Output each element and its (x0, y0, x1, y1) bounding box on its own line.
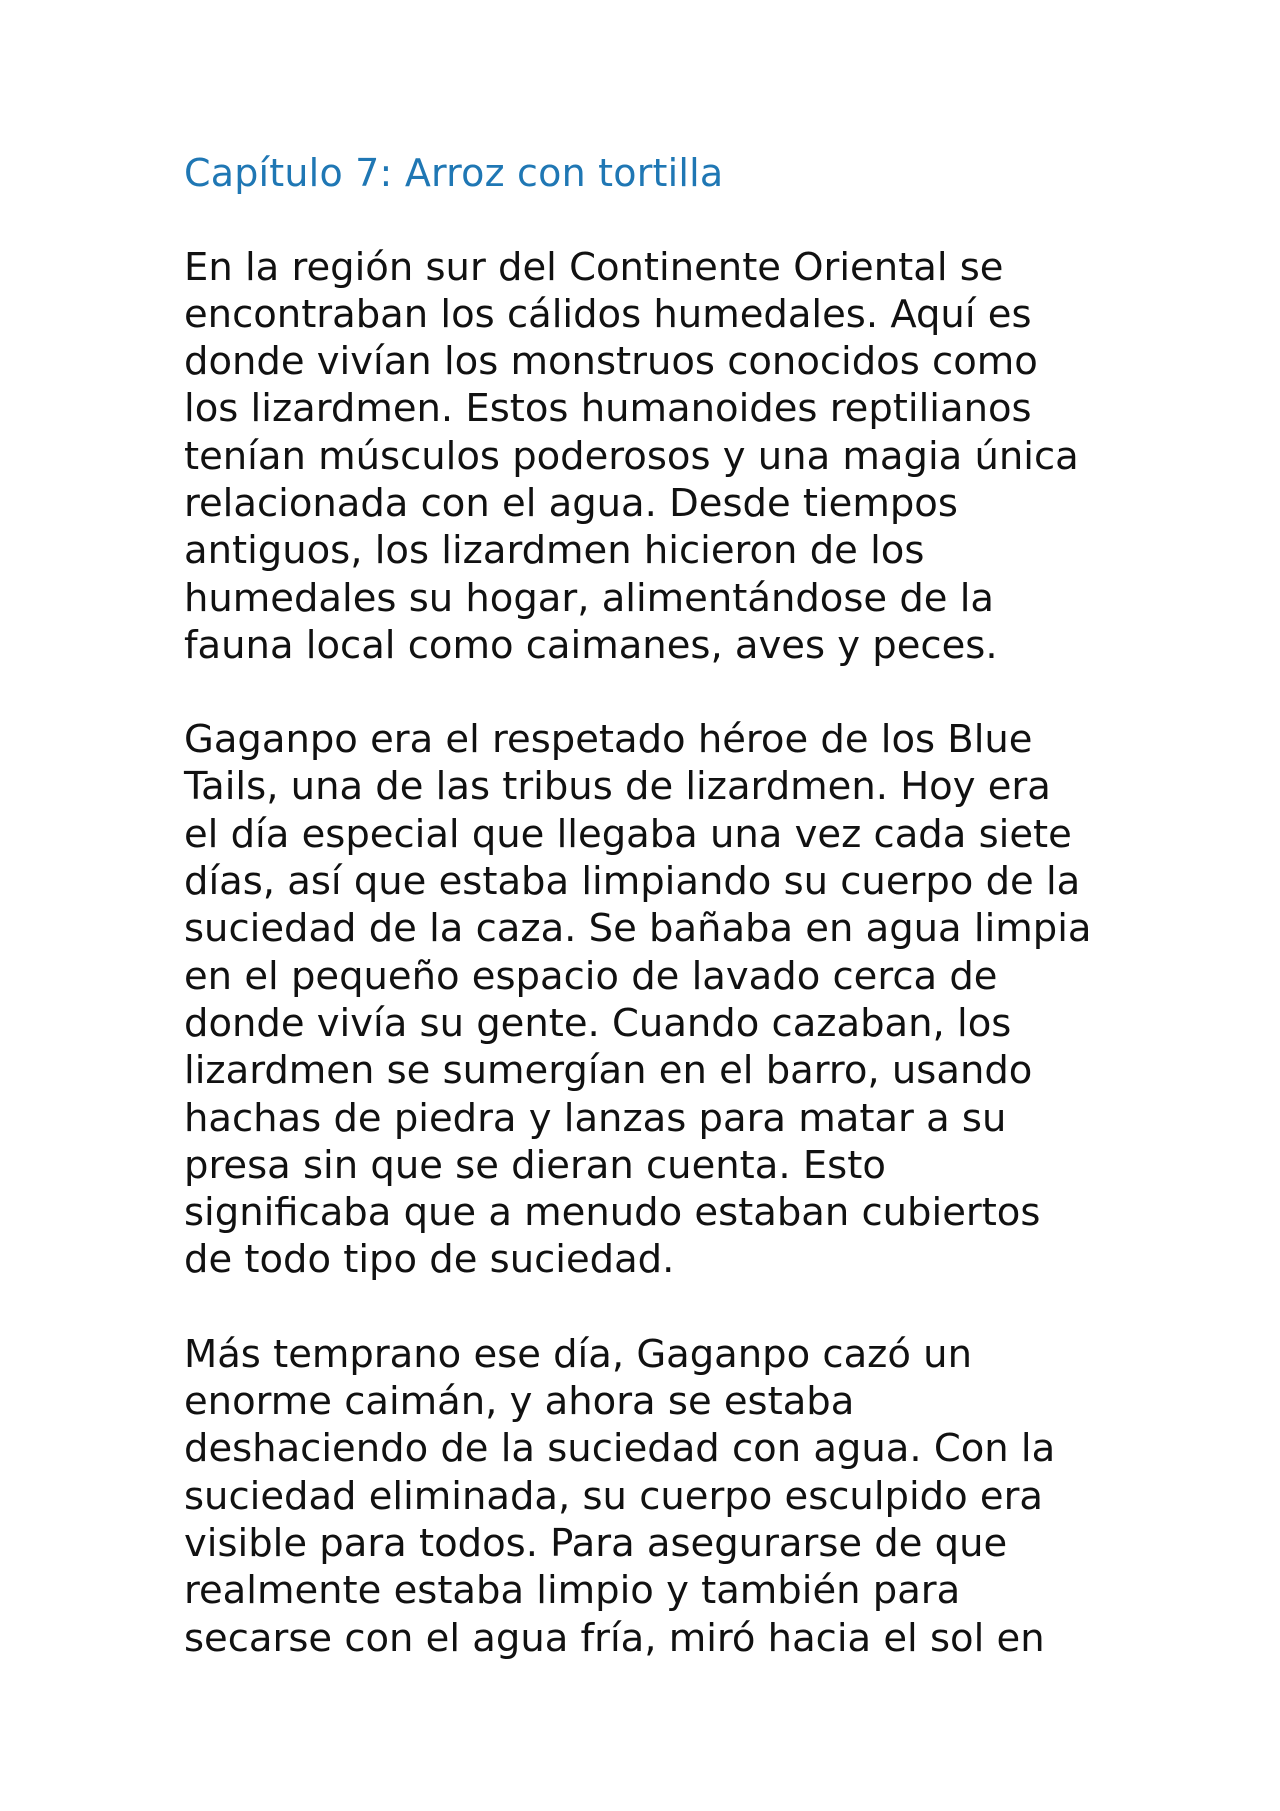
paragraph-1: En la región sur del Continente Oriental se encontraban los cálidos humedales. Aquí es donde vivían los monstruos conocidos como los lizardmen. Estos humanoides reptilianos tenían músculos poderosos y una magia única relacionada con el agua. Desde tiempos antiguos, los lizardmen hicieron de los humedales su hogar, alimentándose de la fauna local como caimanes, aves y peces. (184, 244, 1079, 668)
page-content (184, 150, 1124, 1709)
paragraph-3: Más temprano ese día, Gaganpo cazó un enorme caimán, y ahora se estaba deshaciendo de la suciedad con agua. Con la suciedad eliminada, su cuerpo esculpido era visible para todos. Para asegurarse de que realmente estaba limpio y también para secarse con el agua fría, miró hacia el sol en (184, 1331, 1056, 1661)
paragraph-2: Gaganpo era el respetado héroe de los Blue Tails, una de las tribus de lizardmen. Hoy era el día especial que llegaba una vez cada siete días, así que estaba limpiando su cuerpo de la suciedad de la caza. Se bañaba en agua limpia en el pequeño espacio de lavado cerca de donde vivía su gente. Cuando cazaban, los lizardmen se sumergían en el barro, usando hachas de piedra y lanzas para matar a su presa sin que se dieran cuenta. Esto significaba que a menudo estaban cubiertos de todo tipo de suciedad. (184, 717, 1092, 1283)
chapter-title: Capítulo 7: Arroz con tortilla (184, 151, 724, 195)
